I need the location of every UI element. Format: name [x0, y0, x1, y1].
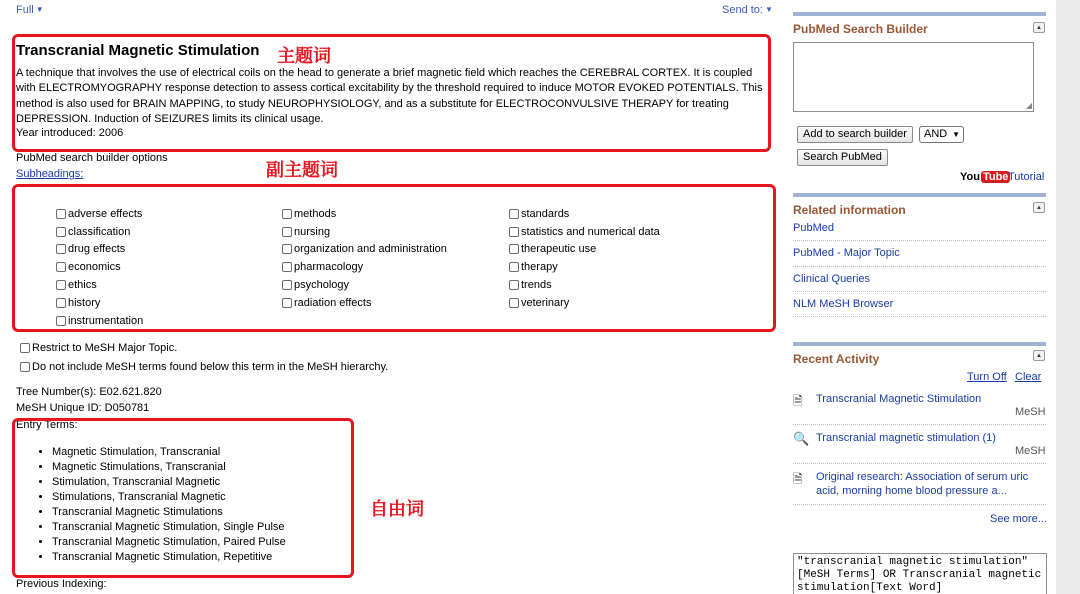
subheading-option[interactable]: [56, 294, 143, 312]
dotted-divider: [793, 463, 1046, 464]
recent-activity-item[interactable]: Original research: Association of serum uric acid, morning home blood pressure a...: [816, 471, 1029, 497]
tree-number: Tree Number(s): E02.621.820: [16, 386, 162, 398]
entry-terms-label: Entry Terms:: [16, 419, 78, 431]
recent-activity-title: Recent Activity: [793, 352, 880, 366]
subheading-option[interactable]: [282, 294, 447, 312]
subheading-label: veterinary: [521, 296, 570, 309]
subheading-option[interactable]: [282, 223, 447, 241]
entry-term: • Transcranial Magnetic Stimulation, Single Pulse: [52, 520, 286, 535]
subheading-option[interactable]: [509, 258, 660, 276]
sidebar-rule: [793, 342, 1046, 346]
subheading-option[interactable]: [56, 258, 143, 276]
subheading-label: pharmacology: [294, 261, 364, 274]
dotted-divider: [793, 424, 1046, 425]
annotation-label-entry-terms: 自由词: [370, 499, 424, 520]
entry-term: • Magnetic Stimulations, Transcranial: [52, 460, 286, 475]
related-link-nlm-mesh-browser[interactable]: NLM MeSH Browser: [793, 298, 894, 310]
recent-activity-item[interactable]: Transcranial magnetic stimulation (1): [816, 432, 996, 444]
resize-grip-icon[interactable]: ◢: [1025, 101, 1032, 110]
clear-link[interactable]: Clear: [1015, 371, 1042, 383]
boolean-operator-value: AND: [924, 128, 948, 140]
subheading-option[interactable]: [56, 312, 143, 330]
previous-indexing-label: Previous Indexing:: [16, 578, 107, 590]
related-link-pubmed-major-topic[interactable]: PubMed - Major Topic: [793, 247, 900, 259]
subheading-checkbox[interactable]: [56, 316, 66, 326]
recent-activity-source: MeSH: [1015, 445, 1046, 457]
subheading-label: psychology: [294, 279, 350, 292]
subheading-option[interactable]: [56, 223, 143, 241]
subheading-option[interactable]: [509, 294, 660, 312]
collapse-icon[interactable]: ▲: [1033, 350, 1045, 361]
subheading-checkbox[interactable]: [282, 227, 292, 237]
youtube-logo[interactable]: [960, 171, 1010, 183]
subheading-label: standards: [521, 207, 570, 220]
subheading-option[interactable]: [282, 205, 447, 223]
subheading-checkbox[interactable]: [509, 262, 519, 272]
subheading-label: economics: [68, 261, 121, 274]
no-explode-label: Do not include MeSH terms found below this term in the MeSH hierarchy.: [32, 361, 389, 373]
chevron-down-icon: ▼: [35, 5, 44, 14]
subheading-label: ethics: [68, 279, 97, 292]
entry-term: • Stimulations, Transcranial Magnetic: [52, 490, 286, 505]
no-explode-option[interactable]: [20, 361, 388, 373]
recent-activity-item[interactable]: Transcranial Magnetic Stimulation: [816, 393, 982, 405]
subheading-label: therapeutic use: [521, 243, 597, 256]
term-description: A technique that involves the use of electrical coils on the head to generate a brief magnetic field which reaches the CEREBRAL CORTEX. It is coupled with ELECTROMYOGRAPHY response detection to assess cortical excitability by the threshold required to induce MOTOR EVOKED POTENTIALS. This method is also used for BRAIN MAPPING, to study NEUROPHYSIOLOGY, and as a substitute for ELECTROCONVULSIVE THERAPY for treating DEPRESSION. Induction of SEIZURES limits its clinical usage.: [16, 67, 763, 126]
collapse-icon[interactable]: ▲: [1033, 22, 1045, 33]
related-information-title: Related information: [793, 203, 906, 217]
youtube-you-text: You: [960, 171, 980, 183]
dotted-divider: [793, 504, 1046, 505]
subheading-label: history: [68, 296, 101, 309]
subheading-checkbox[interactable]: [509, 280, 519, 290]
dotted-divider: [793, 316, 1046, 317]
document-icon: 🗎: [793, 394, 803, 408]
restrict-major-topic-checkbox[interactable]: [20, 343, 30, 353]
subheading-checkbox[interactable]: [282, 298, 292, 308]
subheading-option[interactable]: [56, 205, 143, 223]
subheading-option[interactable]: [56, 276, 143, 294]
related-link-clinical-queries[interactable]: Clinical Queries: [793, 273, 871, 285]
send-to-label: Send to:: [722, 4, 763, 16]
recent-activity-source: MeSH: [1015, 406, 1046, 418]
term-title: Transcranial Magnetic Stimulation: [16, 42, 260, 59]
tutorial-link[interactable]: Tutorial: [1008, 171, 1045, 183]
restrict-major-topic-label: Restrict to MeSH Major Topic.: [32, 342, 178, 354]
subheading-option[interactable]: [509, 205, 660, 223]
search-details-textarea[interactable]: "transcranial magnetic stimulation"[MeSH Terms] OR Transcranial magnetic stimulation[Text Word]: [793, 553, 1047, 594]
subheading-option[interactable]: [509, 241, 660, 259]
window-edge: [1056, 0, 1080, 594]
subheading-checkbox[interactable]: [56, 227, 66, 237]
subheading-checkbox[interactable]: [56, 298, 66, 308]
related-link-pubmed[interactable]: PubMed: [793, 222, 834, 234]
subheading-checkbox[interactable]: [56, 209, 66, 219]
subheading-option[interactable]: [509, 276, 660, 294]
annotation-box-entry-terms: [12, 418, 354, 578]
search-pubmed-button[interactable]: Search PubMed: [797, 149, 888, 166]
restrict-major-topic-option[interactable]: [20, 342, 177, 354]
subheading-option[interactable]: [509, 223, 660, 241]
no-explode-checkbox[interactable]: [20, 362, 30, 372]
entry-term: • Stimulation, Transcranial Magnetic: [52, 475, 286, 490]
subheading-checkbox[interactable]: [56, 244, 66, 254]
year-introduced: Year introduced: 2006: [16, 127, 124, 139]
subheading-label: trends: [521, 279, 552, 292]
dotted-divider: [793, 291, 1046, 292]
send-to-menu[interactable]: [722, 4, 773, 16]
dotted-divider: [793, 240, 1046, 241]
subheading-checkbox[interactable]: [509, 209, 519, 219]
subheading-option[interactable]: [282, 276, 447, 294]
see-more-link[interactable]: See more...: [990, 513, 1047, 525]
subheading-label: classification: [68, 225, 131, 238]
subheading-checkbox[interactable]: [282, 244, 292, 254]
subheading-checkbox[interactable]: [282, 262, 292, 272]
sidebar-rule: [793, 12, 1046, 16]
subheading-checkbox[interactable]: [282, 280, 292, 290]
document-icon: 🗎: [793, 472, 803, 486]
search-icon: 🔍: [793, 431, 810, 446]
entry-term: • Magnetic Stimulation, Transcranial: [52, 445, 286, 460]
subheading-label: drug effects: [68, 243, 126, 256]
entry-term: • Transcranial Magnetic Stimulation, Repetitive: [52, 550, 286, 565]
subheading-label: instrumentation: [68, 314, 144, 327]
subheading-label: therapy: [521, 261, 558, 274]
subheading-checkbox[interactable]: [56, 280, 66, 290]
subheadings-link[interactable]: Subheadings:: [16, 168, 84, 180]
subheading-label: adverse effects: [68, 207, 143, 220]
subheading-checkbox[interactable]: [56, 262, 66, 272]
annotation-box-main-term: [12, 34, 771, 152]
subheading-checkbox[interactable]: [509, 227, 519, 237]
subheading-label: methods: [294, 207, 337, 220]
display-format-label: Full: [16, 4, 34, 16]
subheading-option[interactable]: [282, 258, 447, 276]
subheading-label: statistics and numerical data: [521, 225, 660, 238]
boolean-operator-select[interactable]: [919, 126, 964, 143]
sidebar-rule: [793, 193, 1046, 197]
display-format-menu[interactable]: [16, 4, 44, 16]
mesh-unique-id: MeSH Unique ID: D050781: [16, 402, 150, 414]
subheading-checkbox[interactable]: [509, 244, 519, 254]
dotted-divider: [793, 266, 1046, 267]
youtube-tube-text: Tube: [982, 171, 1009, 183]
subheading-option[interactable]: [282, 241, 447, 259]
subheading-label: radiation effects: [294, 296, 372, 309]
subheading-option[interactable]: [56, 241, 143, 259]
entry-term: • Transcranial Magnetic Stimulations: [52, 505, 286, 520]
add-to-search-builder-button[interactable]: Add to search builder: [797, 126, 913, 143]
search-builder-textarea[interactable]: [793, 42, 1034, 112]
subheadings-column-1: [56, 205, 143, 330]
search-builder-title: PubMed Search Builder: [793, 22, 928, 36]
subheading-checkbox[interactable]: [282, 209, 292, 219]
entry-term: • Transcranial Magnetic Stimulation, Paired Pulse: [52, 535, 286, 550]
subheading-checkbox[interactable]: [509, 298, 519, 308]
subheadings-column-2: [282, 205, 447, 312]
builder-options-label: PubMed search builder options: [16, 152, 168, 164]
annotation-label-subheadings: 副主题词: [266, 160, 338, 181]
chevron-down-icon: ▼: [952, 130, 960, 139]
collapse-icon[interactable]: ▲: [1033, 202, 1045, 213]
subheadings-column-3: [509, 205, 660, 312]
chevron-down-icon: ▼: [764, 5, 773, 14]
subheading-label: organization and administration: [294, 243, 447, 256]
subheading-label: nursing: [294, 225, 331, 238]
annotation-label-main-term: 主题词: [277, 46, 331, 67]
turn-off-link[interactable]: Turn Off: [967, 371, 1007, 383]
